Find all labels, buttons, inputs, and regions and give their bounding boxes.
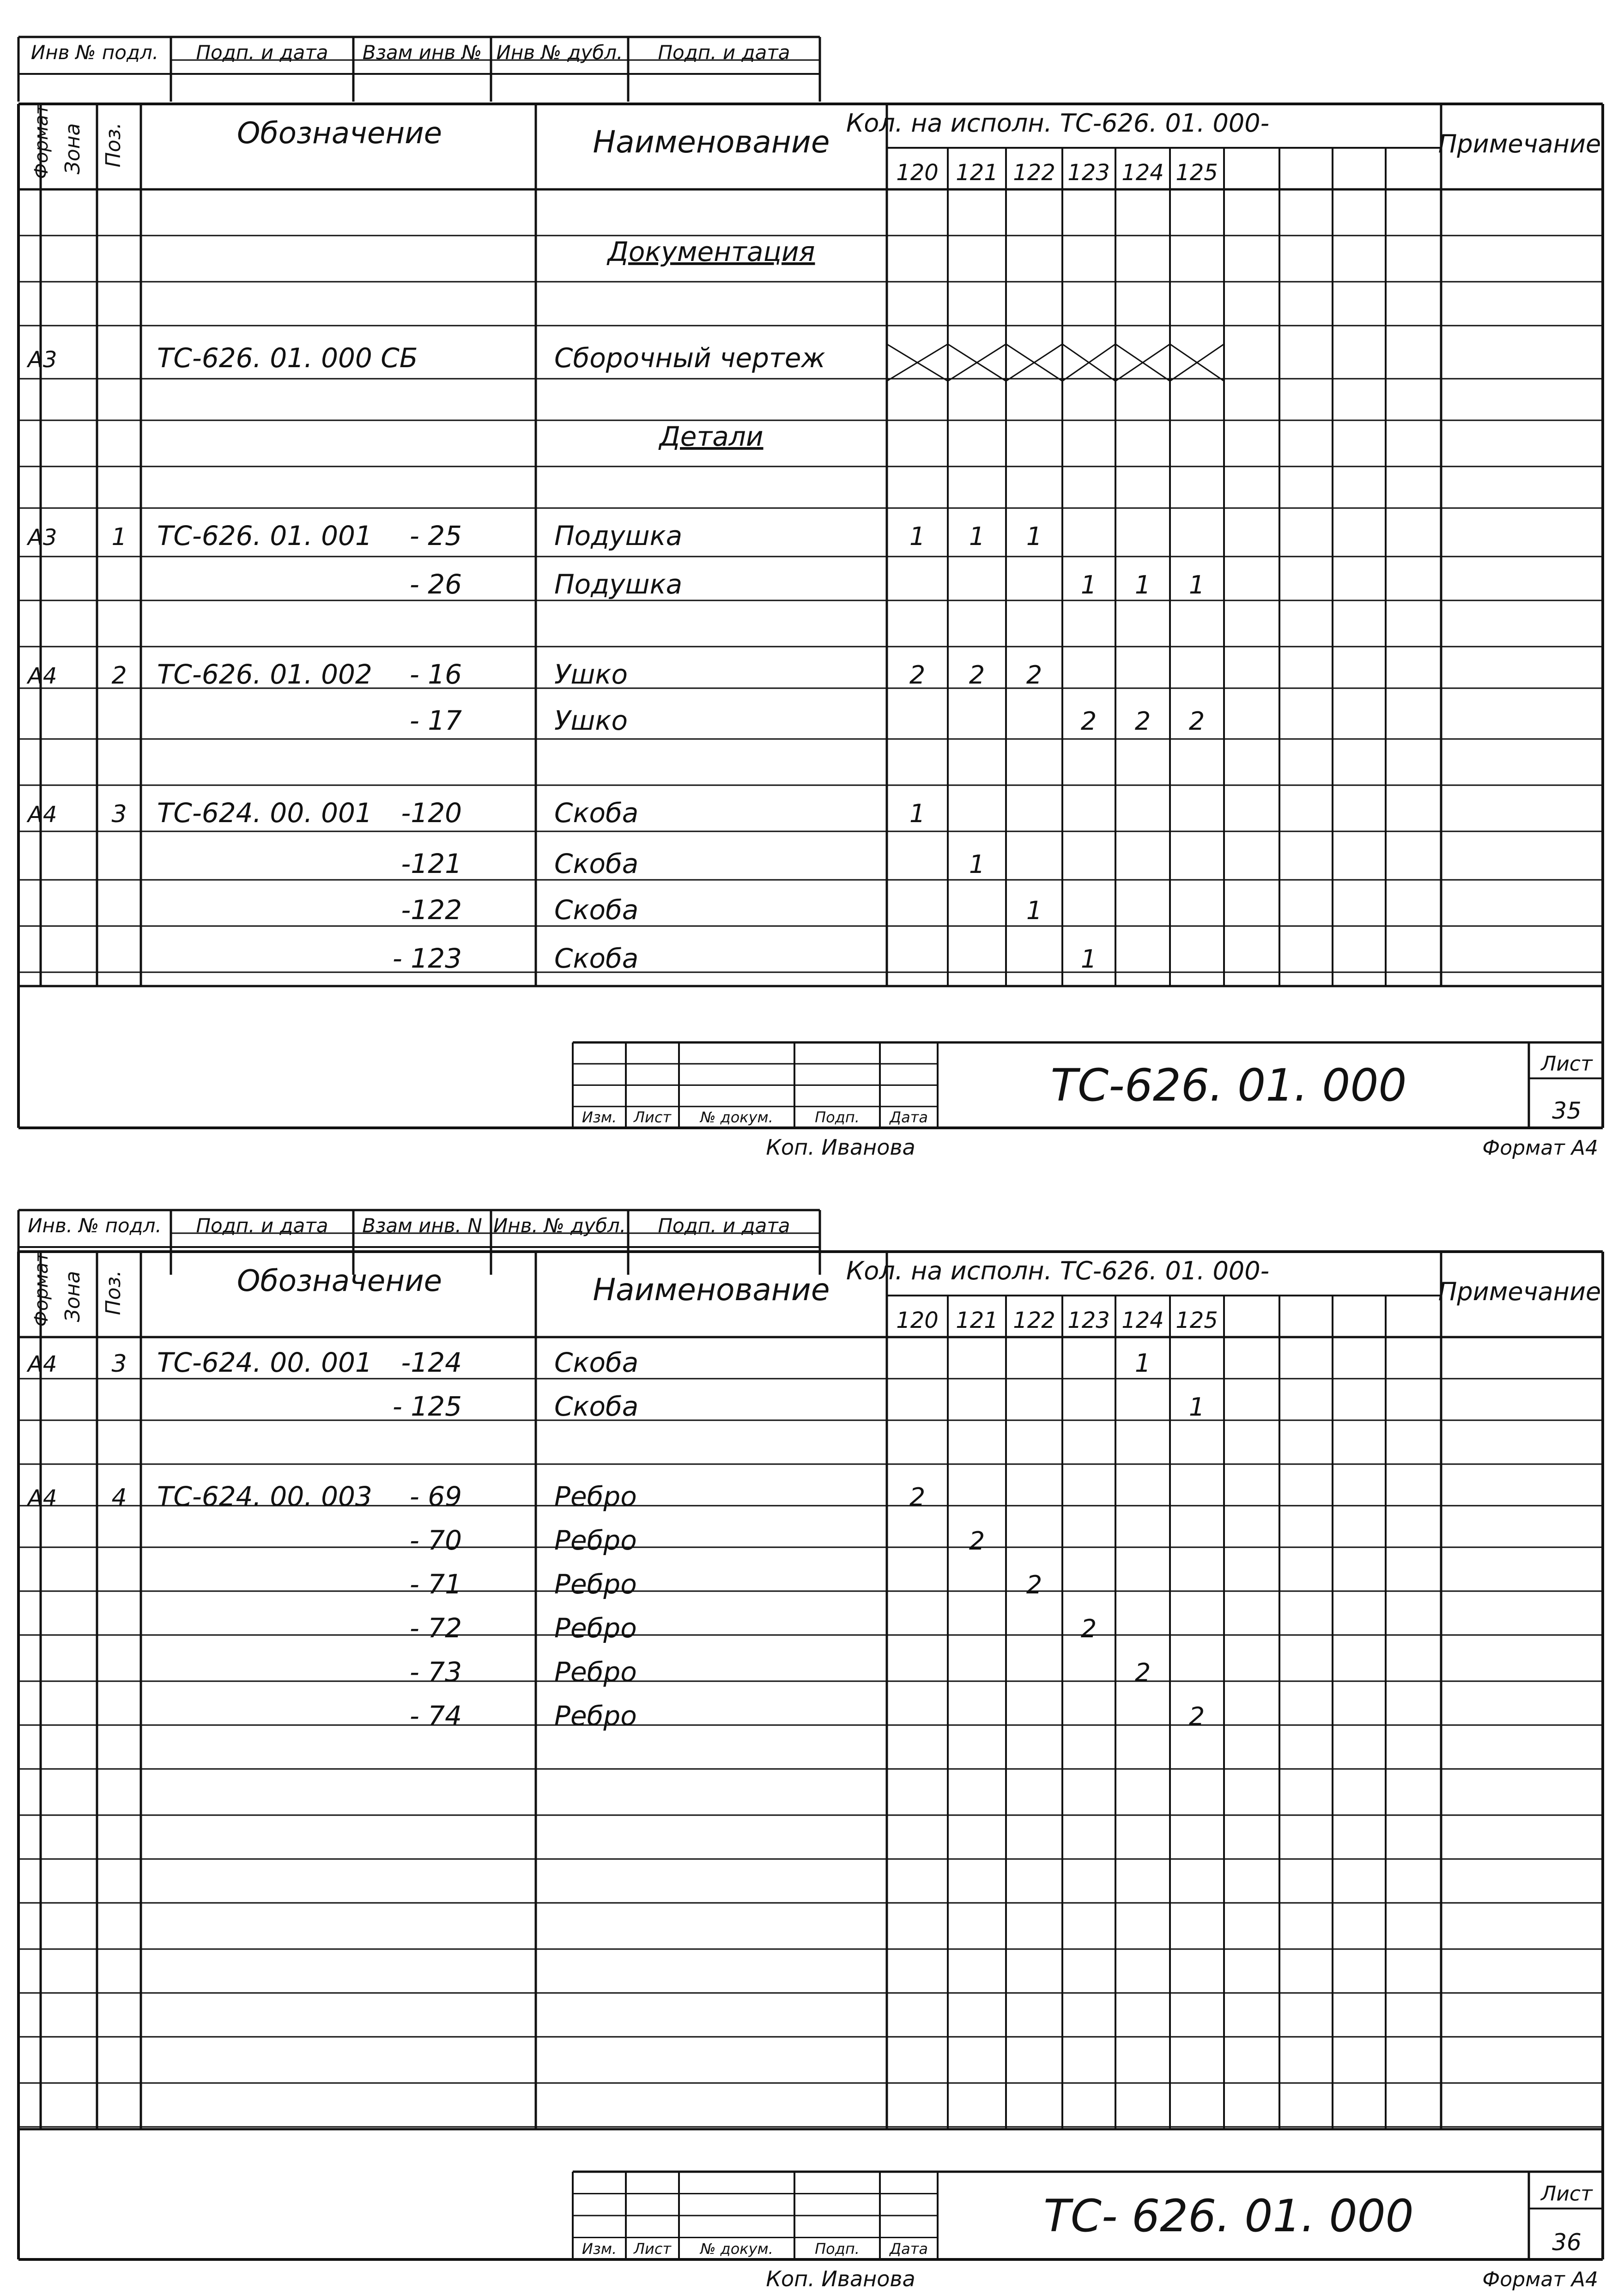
titleblock-col-label: Лист: [633, 2240, 672, 2258]
titleblock-col-label: Подп.: [815, 1108, 860, 1126]
col-pos-header: Поз.: [102, 122, 125, 168]
row-qty: 2: [1188, 707, 1205, 736]
row-pos: 3: [111, 1350, 127, 1378]
row-name: Подушка: [554, 569, 683, 600]
col-note-header: Примечание: [1438, 129, 1601, 158]
section-heading: Детали: [659, 421, 764, 452]
row-name: Ребро: [554, 1525, 637, 1556]
col-designation-header: Обозначение: [236, 116, 442, 151]
row-qty: 2: [1080, 1614, 1097, 1643]
row-name: Сборочный чертеж: [554, 342, 825, 374]
sheet-label: Лист: [1541, 2182, 1593, 2206]
row-name: Скоба: [554, 894, 639, 926]
row-designation-suffix: - 17: [409, 705, 462, 736]
col-zone-header: Зона: [61, 1271, 85, 1322]
row-qty: 2: [969, 1526, 985, 1556]
row-designation-suffix: -122: [401, 894, 462, 926]
variant-header: 125: [1176, 160, 1218, 186]
row-qty: 1: [969, 522, 985, 551]
row-qty: 2: [1026, 660, 1042, 690]
row-qty: 1: [969, 850, 985, 879]
row-qty: 2: [909, 660, 926, 690]
col-qty-header: Кол. на исполн. ТС-626. 01. 000-: [846, 1256, 1270, 1285]
row-name: Ушко: [554, 659, 628, 690]
col-name-header: Наименование: [593, 124, 830, 160]
row-qty: 1: [909, 522, 926, 551]
doc-number: ТС- 626. 01. 000: [1043, 2190, 1414, 2242]
variant-header: 124: [1121, 1308, 1164, 1333]
variant-header: 122: [1013, 160, 1055, 186]
sheet-number: 35: [1552, 1097, 1582, 1124]
row-designation-suffix: -121: [401, 848, 462, 879]
col-format-header: Формат: [31, 104, 52, 179]
variant-header: 121: [956, 1308, 998, 1333]
stamp-label: Подп. и дата: [196, 1214, 328, 1237]
row-name: Скоба: [554, 943, 639, 974]
variant-header: 120: [896, 1308, 939, 1333]
row-name: Скоба: [554, 797, 639, 829]
col-zone-header: Зона: [61, 123, 85, 175]
spec-sheet-36: [0, 1173, 1624, 2295]
row-qty: 2: [1188, 1702, 1205, 1731]
row-pos: 1: [111, 523, 127, 551]
stamp-label: Инв. № дубл.: [493, 1214, 626, 1237]
col-pos-header: Поз.: [102, 1270, 125, 1315]
row-format: А4: [28, 1485, 57, 1511]
variant-header: 120: [896, 160, 939, 186]
row-pos: 4: [111, 1484, 127, 1512]
row-qty: 1: [1080, 945, 1097, 974]
row-designation-suffix: - 69: [409, 1481, 462, 1512]
format-label: Формат А4: [1482, 2268, 1598, 2291]
titleblock-col-label: Дата: [890, 2240, 928, 2258]
row-pos: 3: [111, 800, 127, 828]
row-pos: 2: [111, 662, 127, 690]
row-designation-suffix: -120: [401, 797, 462, 829]
titleblock-col-label: Дата: [890, 1108, 928, 1126]
stamp-label: Взам инв. N: [362, 1214, 482, 1237]
row-qty: 1: [1188, 570, 1205, 599]
row-designation-suffix: - 73: [409, 1656, 462, 1688]
row-name: Ребро: [554, 1700, 637, 1732]
row-format: А3: [28, 525, 57, 551]
stamp-label: Подп. и дата: [658, 1214, 790, 1237]
titleblock-col-label: № докум.: [700, 2240, 773, 2258]
stamp-label: Инв № дубл.: [496, 41, 623, 64]
row-qty: 2: [1134, 1658, 1151, 1687]
row-designation: ТС-626. 01. 001: [157, 520, 372, 551]
col-format-header: Формат: [31, 1252, 52, 1327]
variant-header: 125: [1176, 1308, 1218, 1333]
variant-header: 122: [1013, 1308, 1055, 1333]
variant-header: 124: [1121, 160, 1164, 186]
col-designation-header: Обозначение: [236, 1264, 442, 1298]
stamp-label: Взам инв №: [362, 41, 482, 64]
row-designation: ТС-626. 01. 002: [157, 659, 372, 690]
row-qty: 2: [1080, 707, 1097, 736]
row-qty: 2: [1026, 1570, 1042, 1599]
row-qty: 2: [969, 660, 985, 690]
row-designation-suffix: - 16: [409, 659, 462, 690]
row-designation-suffix: - 26: [409, 569, 462, 600]
row-designation-suffix: - 71: [409, 1568, 462, 1600]
row-name: Ребро: [554, 1481, 637, 1512]
row-qty: 2: [1134, 707, 1151, 736]
row-name: Ушко: [554, 705, 628, 736]
row-qty: 1: [1026, 896, 1042, 925]
row-qty: 2: [909, 1483, 926, 1512]
row-designation: ТС-624. 00. 001: [157, 797, 372, 829]
row-designation-suffix: -124: [401, 1347, 462, 1378]
variant-header: 123: [1067, 1308, 1110, 1333]
row-designation-suffix: - 72: [409, 1612, 462, 1644]
variant-header: 121: [956, 160, 998, 186]
row-name: Скоба: [554, 1391, 639, 1422]
row-name: Ребро: [554, 1568, 637, 1600]
sheet-label: Лист: [1541, 1052, 1593, 1076]
format-label: Формат А4: [1482, 1136, 1598, 1160]
row-name: Ребро: [554, 1612, 637, 1644]
row-format: А4: [28, 663, 57, 689]
titleblock-col-label: Изм.: [582, 1108, 617, 1126]
titleblock-col-label: Подп.: [815, 2240, 860, 2258]
titleblock-col-label: Лист: [633, 1108, 672, 1126]
row-name: Ребро: [554, 1656, 637, 1688]
row-designation-suffix: - 74: [409, 1700, 462, 1732]
row-name: Подушка: [554, 520, 683, 551]
stamp-label: Инв. № подл.: [28, 1214, 162, 1237]
row-qty: 1: [1188, 1393, 1205, 1422]
row-format: А4: [28, 1351, 57, 1377]
stamp-label: Подп. и дата: [196, 41, 328, 64]
row-format: А3: [28, 347, 57, 373]
row-designation: ТС-624. 00. 001: [157, 1347, 372, 1378]
row-designation-suffix: - 123: [392, 943, 462, 974]
row-qty: 1: [1134, 570, 1151, 599]
col-qty-header: Кол. на исполн. ТС-626. 01. 000-: [846, 109, 1270, 138]
titleblock-col-label: № докум.: [700, 1108, 773, 1126]
row-qty: 1: [1080, 570, 1097, 599]
col-note-header: Примечание: [1438, 1277, 1601, 1306]
row-format: А4: [28, 802, 57, 828]
titleblock-col-label: Изм.: [582, 2240, 617, 2258]
copied-by: Коп. Иванова: [766, 1135, 915, 1160]
row-name: Скоба: [554, 848, 639, 879]
sheet-number: 36: [1552, 2229, 1582, 2256]
row-designation-suffix: - 70: [409, 1525, 462, 1556]
col-name-header: Наименование: [593, 1272, 830, 1308]
row-qty: 1: [1026, 522, 1042, 551]
doc-number: ТС-626. 01. 000: [1050, 1059, 1407, 1111]
row-designation-suffix: - 125: [392, 1391, 462, 1422]
stamp-label: Инв № подл.: [30, 41, 159, 64]
section-heading: Документация: [607, 236, 815, 267]
copied-by: Коп. Иванова: [766, 2266, 915, 2291]
row-designation-suffix: - 25: [409, 520, 462, 551]
row-qty: 1: [1134, 1349, 1151, 1378]
variant-header: 123: [1067, 160, 1110, 186]
stamp-label: Подп. и дата: [658, 41, 790, 64]
row-designation: ТС-626. 01. 000 СБ: [157, 342, 418, 374]
row-qty: 1: [909, 799, 926, 828]
row-designation: ТС-624. 00. 003: [157, 1481, 372, 1512]
row-name: Скоба: [554, 1347, 639, 1378]
